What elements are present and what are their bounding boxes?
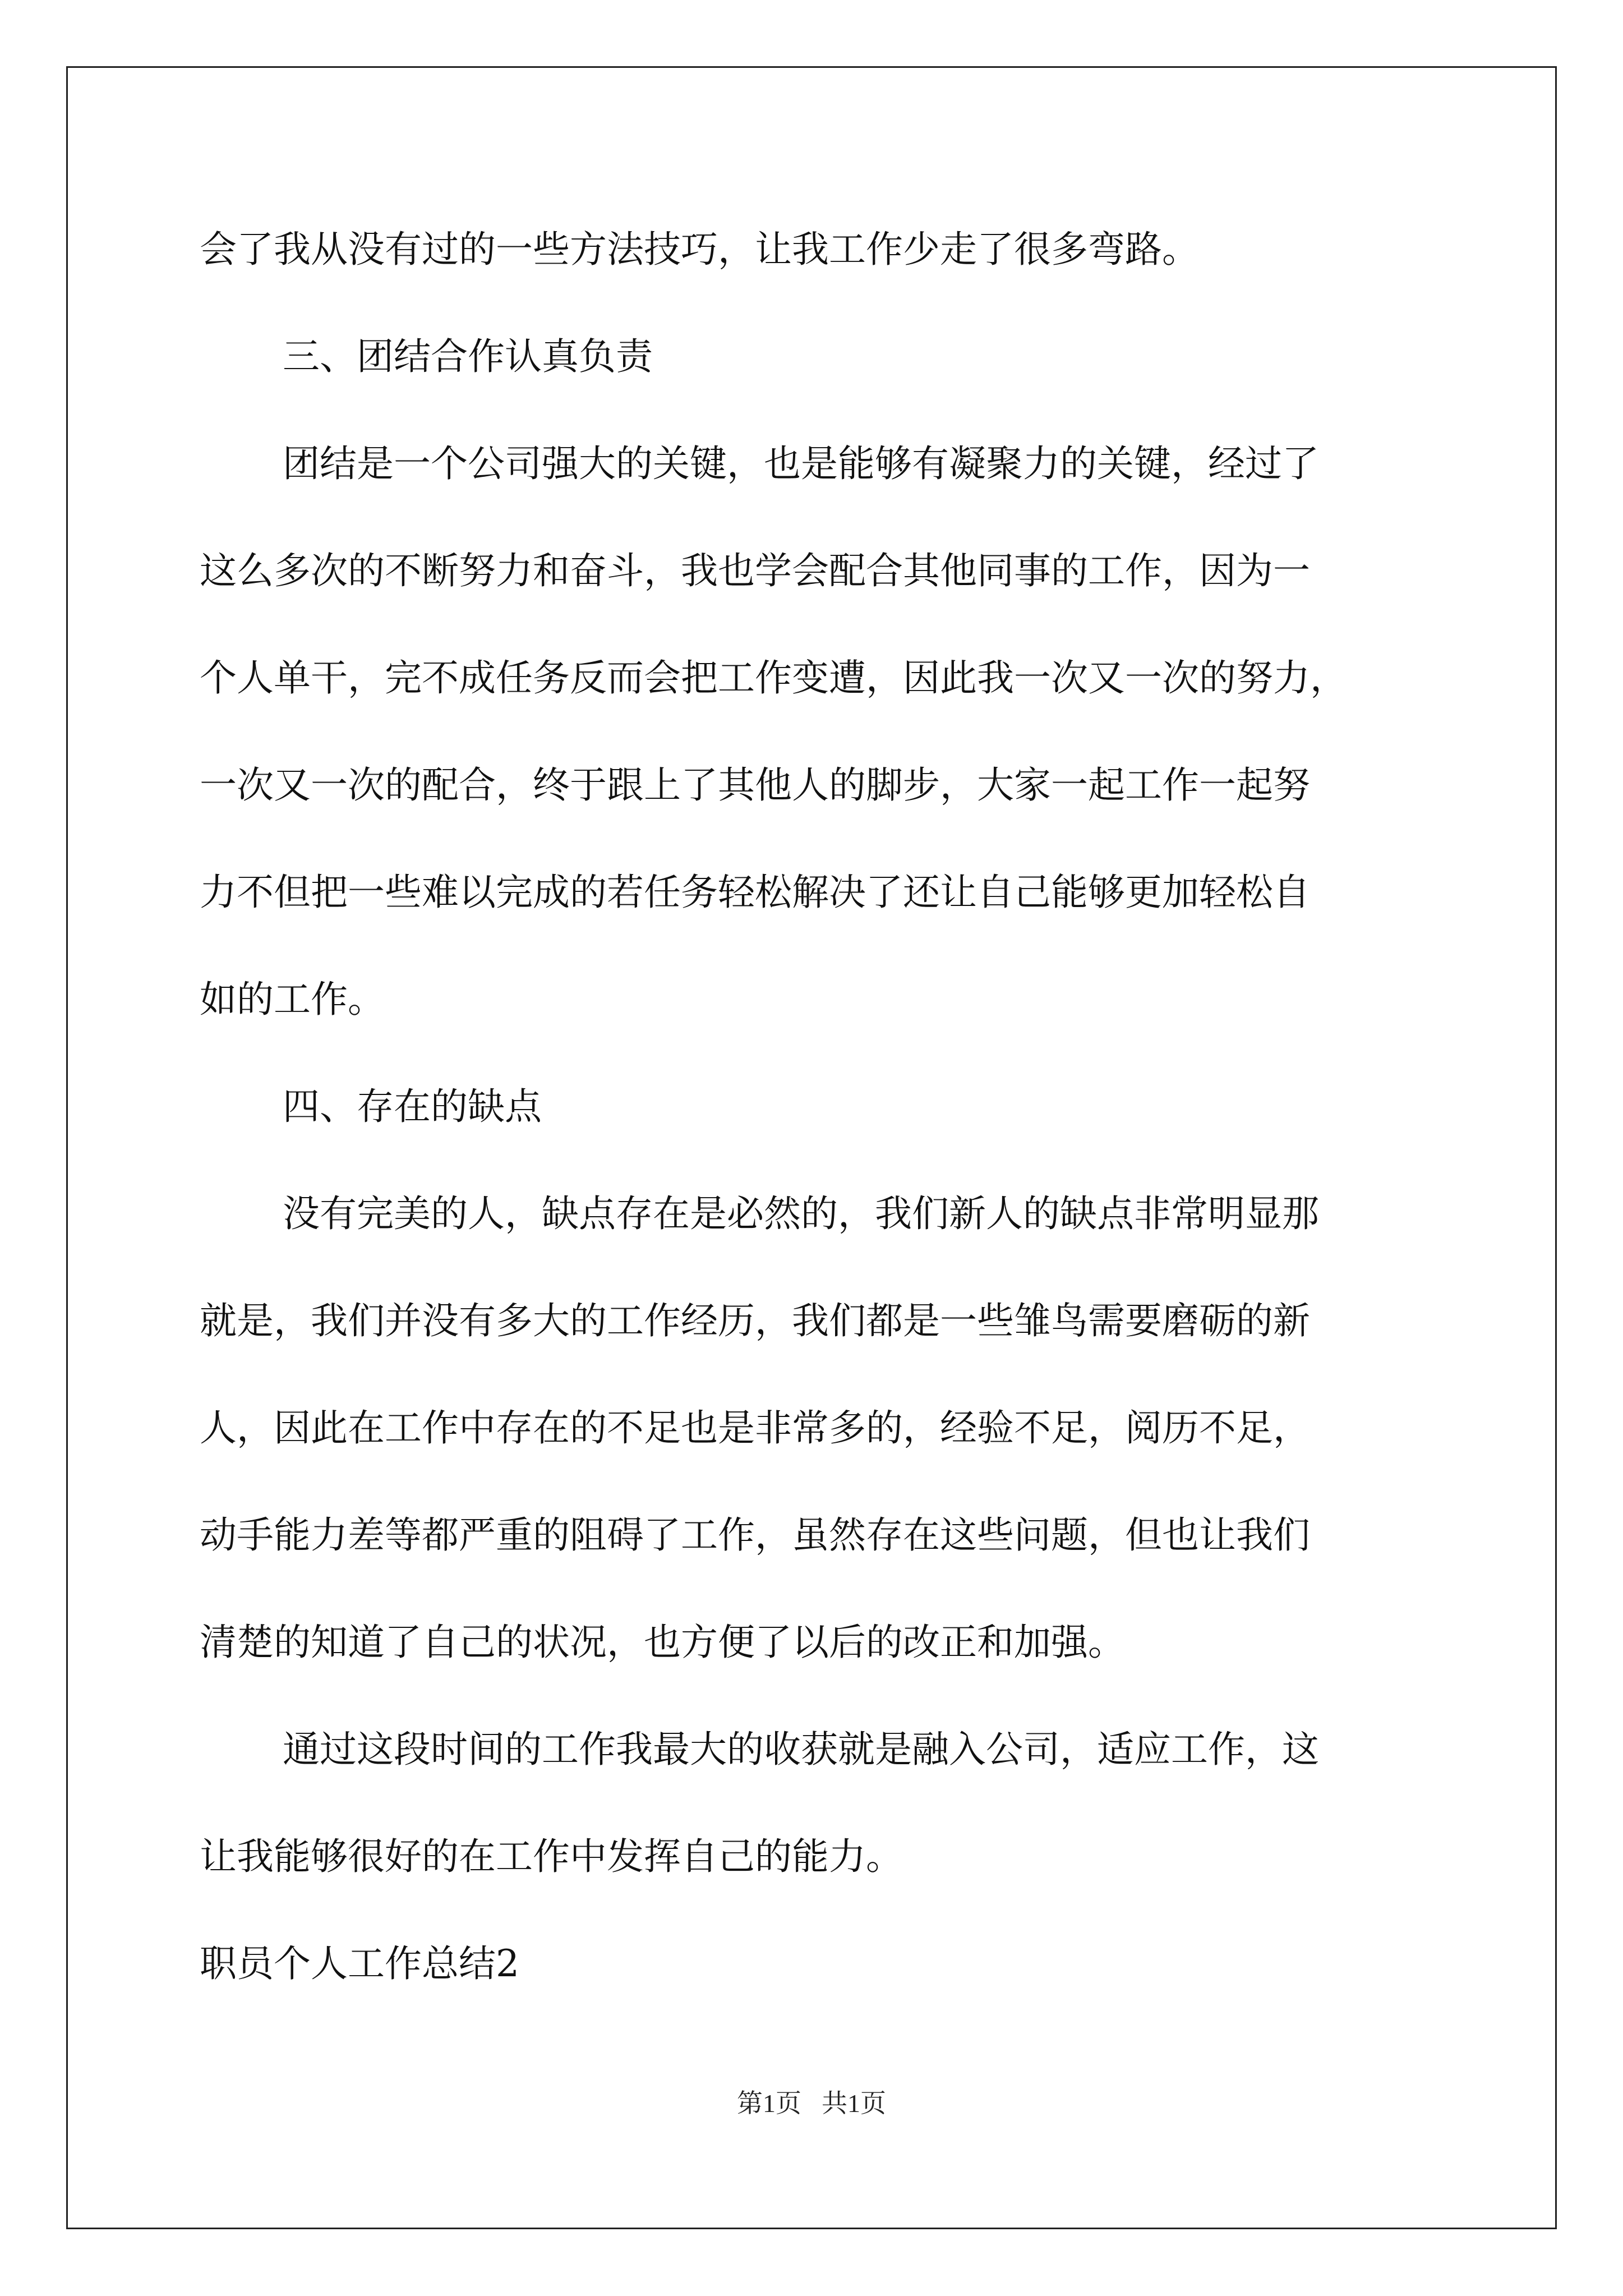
paragraph-line: 让我能够很好的在工作中发挥自己的能力。 <box>200 1835 903 1878</box>
section-heading: 四、存在的缺点 <box>283 1085 542 1128</box>
page-border <box>66 66 1557 2229</box>
paragraph-line: 如的工作。 <box>200 978 385 1021</box>
paragraph-line: 团结是一个公司强大的关键，也是能够有凝聚力的关键，经过了 <box>283 442 1319 485</box>
page-footer <box>0 2087 1623 2120</box>
paragraph-line: 就是，我们并没有多大的工作经历，我们都是一些雏鸟需要磨砺的新 <box>200 1299 1310 1342</box>
paragraph-line: 个人单干，完不成任务反而会把工作变遭，因此我一次又一次的努力， <box>200 656 1347 700</box>
page-number-total: 共1页 <box>822 2089 886 2118</box>
paragraph-line: 通过这段时间的工作我最大的收获就是融入公司，适应工作，这 <box>283 1728 1319 1771</box>
paragraph-line: 力不但把一些难以完成的若任务轻松解决了还让自己能够更加轻松自 <box>200 871 1310 914</box>
paragraph-line: 会了我从没有过的一些方法技巧，让我工作少走了很多弯路。 <box>200 228 1199 271</box>
paragraph-line: 一次又一次的配合，终于跟上了其他人的脚步，大家一起工作一起努 <box>200 763 1310 807</box>
paragraph-line: 这么多次的不断努力和奋斗，我也学会配合其他同事的工作，因为一 <box>200 549 1310 592</box>
paragraph-line: 动手能力差等都严重的阻碍了工作，虽然存在这些问题，但也让我们 <box>200 1513 1310 1557</box>
document-title: 职员个人工作总结2 <box>200 1942 519 1985</box>
paragraph-line: 清楚的知道了自己的状况，也方便了以后的改正和加强。 <box>200 1621 1125 1664</box>
page-number-current: 第1页 <box>737 2089 801 2118</box>
section-heading: 三、团结合作认真负责 <box>283 335 653 378</box>
paragraph-line: 人，因此在工作中存在的不足也是非常多的，经验不足，阅历不足， <box>200 1406 1310 1450</box>
paragraph-line: 没有完美的人，缺点存在是必然的，我们新人的缺点非常明显那 <box>283 1192 1319 1235</box>
